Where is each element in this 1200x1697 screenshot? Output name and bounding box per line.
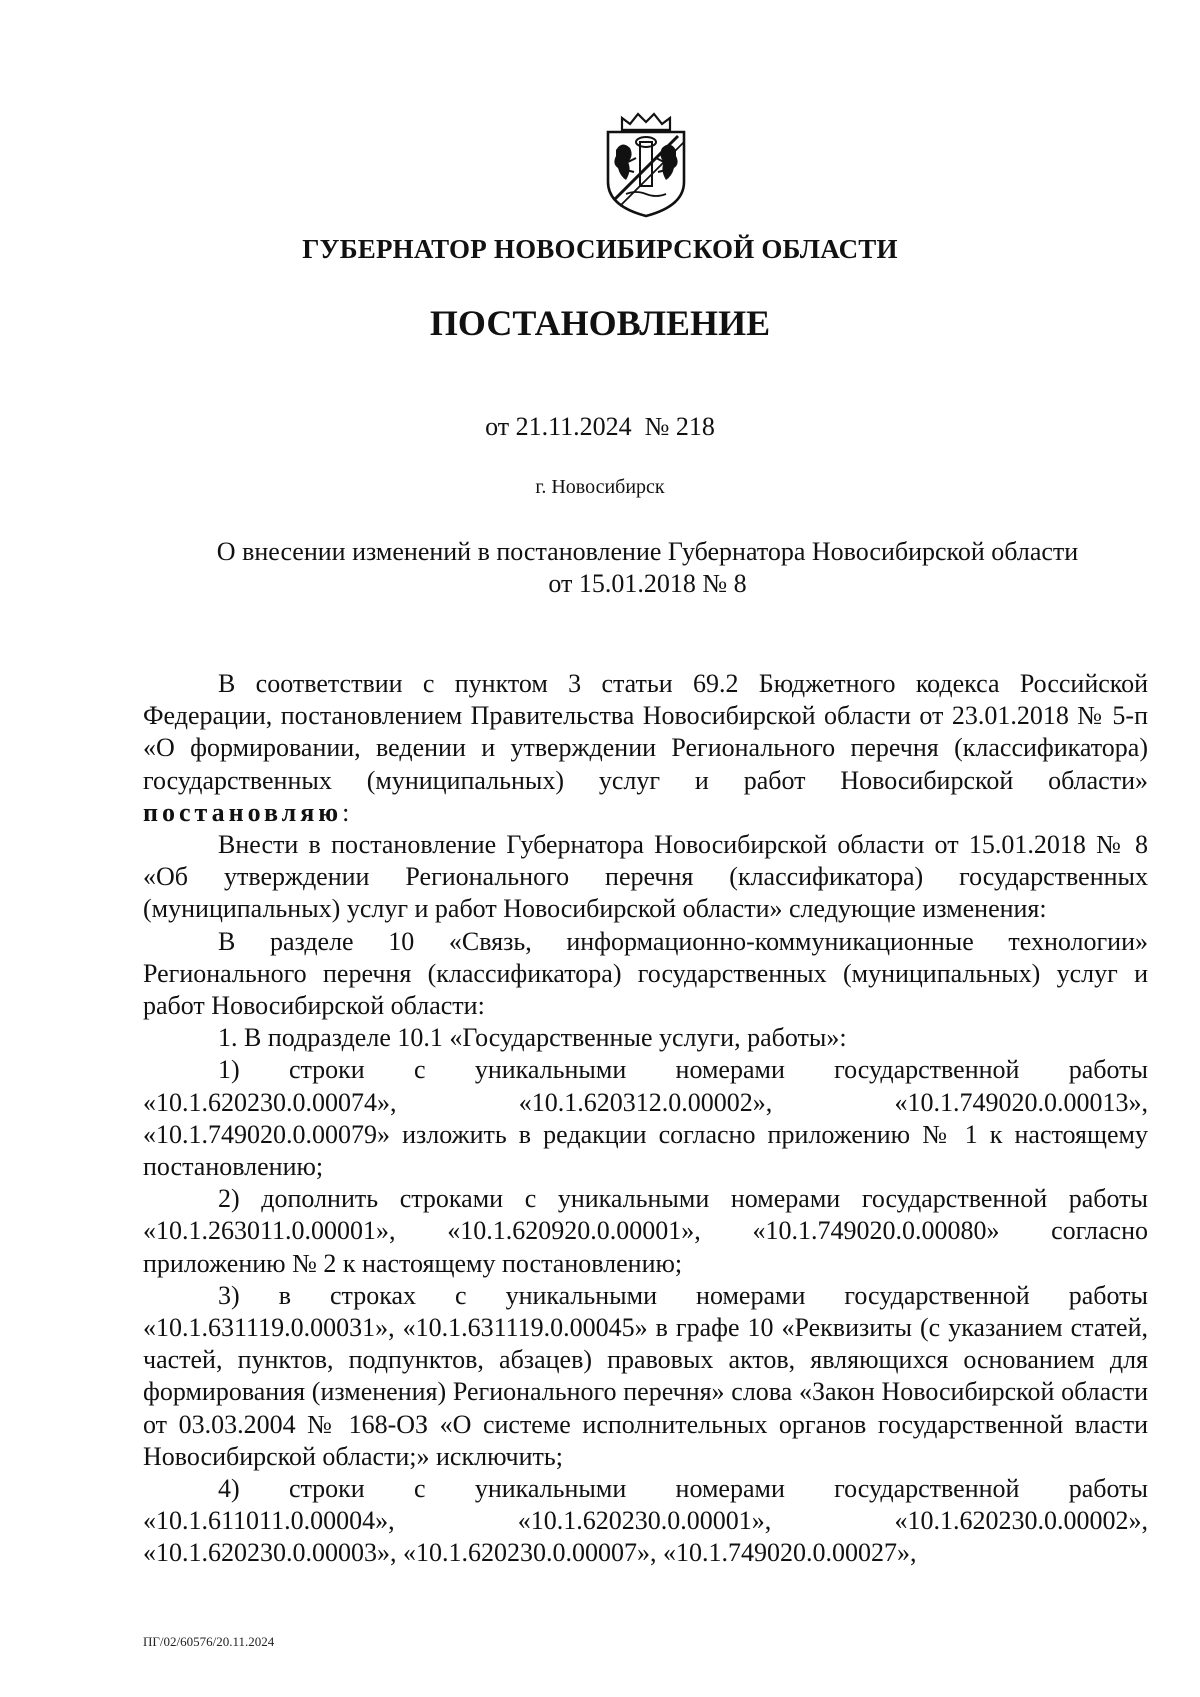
paragraph-item-1: 1) строки с уникальными номерами государственной работы «10.1.620230.0.00074», «10.1.620312.0.00002», «10.1.749020.0.00013», «10.1.749020.0.00079» изложить в редакции согласно приложению № 1 к настоящему постановлению; <box>143 1055 1148 1182</box>
paragraph-amend-intro: Внести в постановление Губернатора Новосибирской области от 15.01.2018 № 8 «Об утверждении Регионального перечня (классификатора) государственных (муниципальных) услуг и работ Новосибирской области» следующие изменения: <box>143 830 1148 924</box>
preamble-text: В соответствии с пунктом 3 статьи 69.2 Бюджетного кодекса Российской Федерации, постановлением Правительства Новосибирской области от 23.01.2018 № 5-п «О формировании, ведении и утверждении Регионального перечня (классификатора) государственных (муниципальных) услуг и работ Новосибирской области» <box>143 669 1148 795</box>
coat-of-arms-icon <box>600 110 692 218</box>
preamble-end: : <box>342 797 350 827</box>
subject-line-2: от 15.01.2018 № 8 <box>548 569 747 598</box>
date-and-number: от 21.11.2024 № 218 <box>485 412 715 441</box>
paragraph-item-2: 2) дополнить строками с уникальными номерами государственной работы «10.1.263011.0.00001», «10.1.620920.0.00001», «10.1.749020.0.00080» согласно приложению № 2 к настоящему постановлению; <box>143 1184 1148 1278</box>
resolution-keyword: постановляю <box>143 797 343 827</box>
subject-line-1: О внесении изменений в постановление Губернатора Новосибирской области <box>216 537 1079 566</box>
city-line: г. Новосибирск <box>535 476 665 498</box>
document-code-footer: ПГ/02/60576/20.11.2024 <box>143 1634 275 1649</box>
document-type-heading: ПОСТАНОВЛЕНИЕ <box>429 303 771 343</box>
paragraph-preamble <box>143 668 1148 829</box>
paragraph-item-3: 3) в строках с уникальными номерами государственной работы «10.1.631119.0.00031», «10.1.631119.0.00045» в графе 10 «Реквизиты (с указанием статей, частей, пунктов, подпунктов, абзацев) правовых актов, являющихся основанием для формирования (изменения) Регионального перечня» слова «Закон Новосибирской области от 03.03.2004 № 168-ОЗ «О системе исполнительных органов государственной власти Новосибирской области;» исключить; <box>143 1280 1148 1471</box>
paragraph-section-10: В разделе 10 «Связь, информационно-коммуникационные технологии» Регионального перечня (классификатора) государственных (муниципальных) услуг и работ Новосибирской области: <box>143 926 1148 1021</box>
paragraph-item-4: 4) строки с уникальными номерами государственной работы «10.1.611011.0.00004», «10.1.620230.0.00001», «10.1.620230.0.00002», «10.1.620230.0.00003», «10.1.620230.0.00007», «10.1.749020.0.00027», <box>143 1474 1148 1568</box>
organization-title: ГУБЕРНАТОР НОВОСИБИРСКОЙ ОБЛАСТИ <box>302 234 898 264</box>
document-body <box>143 668 1148 1570</box>
paragraph-subsection-10-1: 1. В подразделе 10.1 «Государственные услуги, работы»: <box>218 1023 847 1053</box>
document-subject <box>150 536 1145 600</box>
